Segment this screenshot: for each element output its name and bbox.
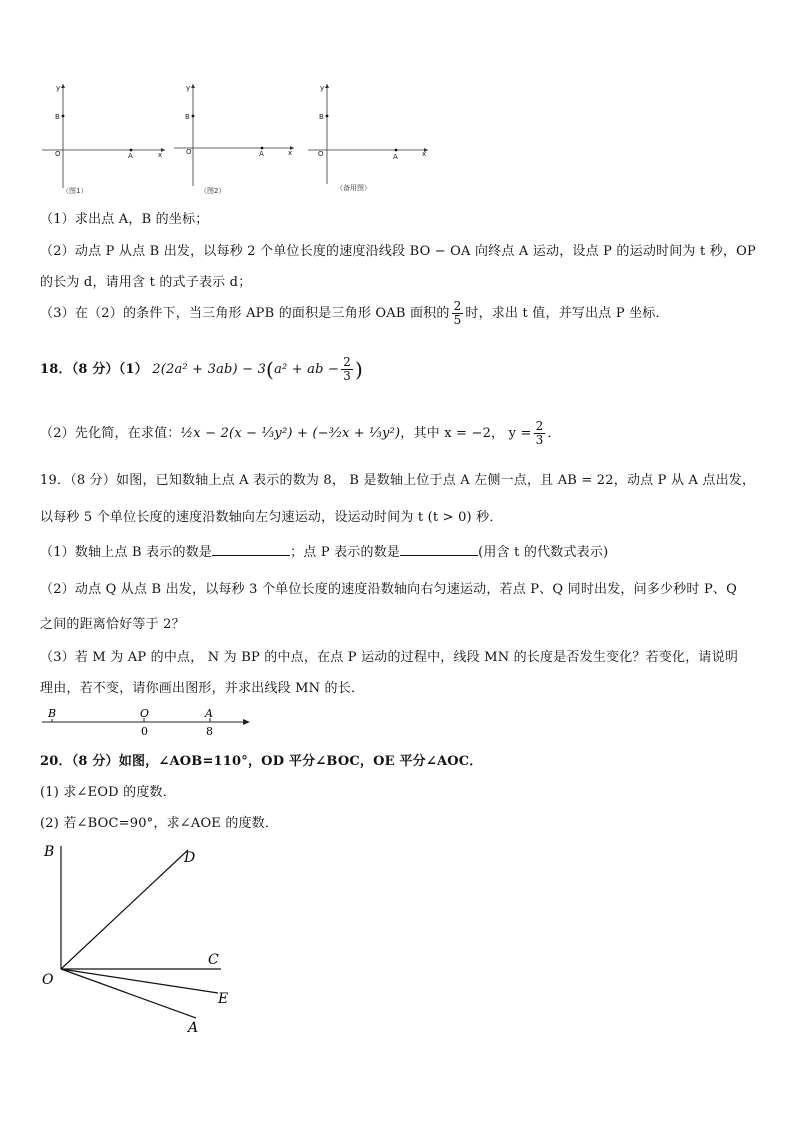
angle-label-a: A (188, 1020, 199, 1036)
q20-line1: 20．（8 分）如图，∠AOB=110°，OD 平分∠BOC，OE 平分∠AOC． (40, 754, 483, 769)
angle-label-o: O (42, 972, 54, 988)
answer-blank-2[interactable] (400, 543, 478, 556)
fig1-b-label: B (55, 113, 60, 121)
fig2-o-label: O (186, 148, 192, 156)
q17-part2-line2: 的长为 d，请用含 t 的式子表示 d； (40, 275, 252, 290)
number-line-o: O (140, 707, 150, 720)
q17-part3-pre: （3）在（2）的条件下，当三角形 APB 的面积是三角形 OAB 面积的 (40, 306, 450, 321)
figure-1 (42, 84, 165, 188)
q19-part1-mid: ；点 P 表示的数是 (290, 545, 401, 560)
fig2-b-label: B (185, 113, 190, 121)
fig1-caption: （图1） (62, 187, 88, 195)
fig1-y-label: y (56, 84, 61, 92)
number-line-eight: 8 (206, 725, 213, 738)
angle-label-e: E (218, 991, 229, 1007)
fig1-x-label: x (158, 151, 163, 159)
number-line-zero: 0 (141, 725, 148, 738)
fig1-a-label: A (128, 152, 133, 160)
fig3-y-label: y (320, 84, 325, 92)
number-line (40, 706, 260, 738)
coordinate-figures (30, 76, 440, 198)
q19-line1: 19．（8 分）如图，已知数轴上点 A 表示的数为 8， B 是数轴上位于点 A 左侧一点，且 AB = 22，动点 P 从 A 点出发， (40, 473, 756, 488)
q18-part2-expr: ½x − 2(x − ⅓y²) + (−³⁄₂x + ⅓y²) (180, 426, 401, 441)
figure-3 (308, 84, 428, 184)
figure-2 (174, 84, 294, 186)
q19-part2-line2: 之间的距离恰好等于 2？ (40, 617, 185, 632)
fig2-y-label: y (186, 84, 191, 92)
q18-part2-pre: （2）先化简，在求值： (40, 426, 181, 441)
q18-head: 18．（8 分）（1） (40, 362, 148, 377)
angle-label-b: B (44, 844, 55, 860)
fig3-x-label: x (422, 150, 427, 158)
number-line-a: A (205, 707, 213, 720)
fig3-caption: （备用图） (336, 184, 371, 192)
q18-part2: （2）先化简，在求值：½x − 2(x − ⅓y²) + (−³⁄₂x + ⅓y²)，其中 x = −2， y = $\frac{2}{3}$ ． (40, 419, 561, 447)
q19-part3-line2: 理由，若不变，请你画出图形，并求出线段 MN 的长． (40, 681, 365, 696)
q17-part2-line1: （2）动点 P 从点 B 出发，以每秒 2 个单位长度的速度沿线段 BO − OA 向终点 A 运动，设点 P 的运动时间为 t 秒，OP (40, 244, 756, 259)
q17-part3 (40, 300, 669, 327)
q19-part2-line1: （2）动点 Q 从点 B 出发，以每秒 3 个单位长度的速度沿数轴向右匀速运动，若点 P、Q 同时出发，问多少秒时 P、Q (40, 582, 737, 597)
answer-blank-1[interactable] (212, 543, 290, 556)
q19-part3-line1: （3）若 M 为 AP 的中点， N 为 BP 的中点，在点 P 运动的过程中，线段 MN 的长度是否发生变化？若变化，请说明 (40, 650, 739, 665)
fig2-caption: （图2） (200, 187, 226, 195)
fig3-o-label: O (318, 150, 324, 158)
fig3-b-label: B (319, 113, 324, 121)
q18-part2-post: ，其中 x = −2， y = (400, 426, 532, 441)
q18-part1: 18．（8 分）（1） 2(2a² + 3ab) − 3(a² + ab − $\frac{2}{3}$ ) (40, 355, 363, 383)
fig2-a-label: A (259, 150, 264, 158)
q17-part3-post: 时，求出 t 值，并写出点 P 坐标． (465, 306, 669, 321)
fig2-x-label: x (288, 149, 293, 157)
fig3-a-label: A (393, 153, 398, 161)
q19-part1-pre: （1）数轴上点 B 表示的数是 (40, 545, 213, 560)
q18-expr1-fraction: $\frac{2}{3}$ (343, 355, 351, 383)
q20-part1: (1) 求∠EOD 的度数． (40, 785, 176, 800)
q17-part1: （1）求出点 A，B 的坐标； (40, 212, 209, 227)
number-line-b: B (48, 707, 57, 720)
q18-expr1-a: 2(2a² + 3ab) − 3 (152, 362, 267, 377)
q19-part1-post: (用含 t 的代数式表示) (478, 545, 609, 560)
q17-fraction: $\frac{2}{5}$ (453, 299, 462, 327)
q20-part2: (2) 若∠BOC=90°，求∠AOE 的度数． (40, 816, 279, 831)
angle-figure (36, 838, 236, 1038)
angle-label-c: C (208, 952, 219, 968)
angle-label-d: D (184, 850, 196, 866)
q19-line2: 以每秒 5 个单位长度的速度沿数轴向左匀速运动，设运动时间为 t (t > 0) 秒． (40, 510, 503, 525)
q19-part1 (40, 541, 608, 560)
fig1-o-label: O (55, 150, 61, 158)
q18-expr1-b: a² + ab − (274, 362, 340, 377)
q18-y-fraction: $\frac{2}{3}$ (535, 419, 544, 447)
